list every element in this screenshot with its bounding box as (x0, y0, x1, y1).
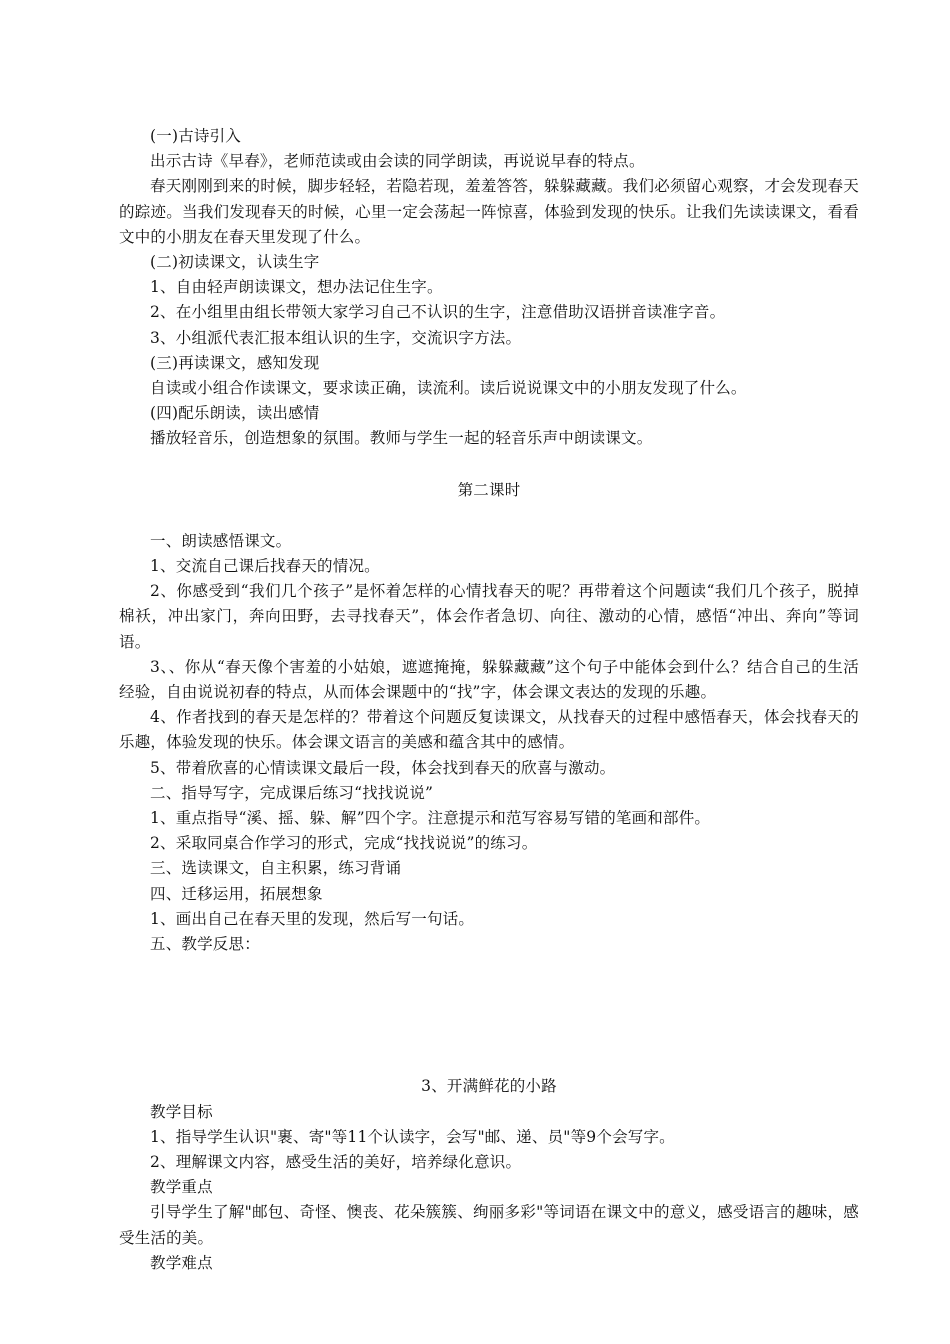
lesson-three-title: 3、开满鲜花的小路 (421, 1077, 557, 1096)
list-item: 2、你感受到“我们几个孩子”是怀着怎样的心情找春天的呢？再带着这个问题读“我们几个孩子，脱掉棉袄，冲出家门，奔向田野，去寻找春天”，体会作者急切、向往、激动的心情，感悟“冲出、奔向”等词语。 (119, 582, 859, 651)
lesson-two-title: 第二课时 (457, 480, 521, 499)
heading-teaching-goals: 教学目标 (150, 1102, 213, 1121)
heading-difficulties: 教学难点 (150, 1253, 213, 1272)
paragraph: 出示古诗《早春》，老师范读或由会读的同学朗读，再说说早春的特点。 (150, 152, 645, 171)
heading-ancient-poem-intro: (一)古诗引入 (150, 127, 241, 145)
list-item: 3、小组派代表汇报本组认识的生字，交流识字方法。 (150, 328, 522, 347)
list-item: 1、指导学生认识"裹、寄"等11个认读字，会写"邮、递、员"等9个会写字。 (150, 1127, 675, 1146)
heading-key-points: 教学重点 (150, 1178, 213, 1197)
heading-reading-comprehension: 一、朗读感悟课文。 (150, 531, 292, 550)
document-body (119, 124, 859, 1276)
list-item: 2、采取同桌合作学习的形式，完成“找找说说”的练习。 (150, 834, 538, 853)
list-item: 3、、你从“春天像个害羞的小姑娘，遮遮掩掩，躲躲藏藏”这个句子中能体会到什么？结合自己的生活经验，自由说说初春的特点，从而体会课题中的“找”字，体会课文表达的发现的乐趣。 (119, 657, 859, 702)
list-item: 1、自由轻声朗读课文，想办法记住生字。 (150, 278, 443, 297)
paragraph: 自读或小组合作读课文，要求读正确，读流利。读后说说课文中的小朋友发现了什么。 (150, 379, 747, 398)
heading-music-reading: (四)配乐朗读，读出感情 (150, 404, 320, 423)
list-item: 2、理解课文内容，感受生活的美好，培养绿化意识。 (150, 1152, 522, 1171)
heading-second-reading: (三)再读课文，感知发现 (150, 353, 320, 372)
heading-selected-reading: 三、选读课文，自主积累，练习背诵 (150, 859, 402, 878)
list-item: 5、带着欣喜的心情读课文最后一段，体会找到春天的欣喜与激动。 (150, 758, 616, 777)
list-item: 4、作者找到的春天是怎样的？带着这个问题反复读课文，从找春天的过程中感悟春天，体会找春天的乐趣，体验发现的快乐。体会课文语言的美感和蕴含其中的感情。 (119, 708, 859, 752)
paragraph: 引导学生了解"邮包、奇怪、懊丧、花朵簇簇、绚丽多彩"等词语在课文中的意义，感受语言的趣味，感受生活的美。 (119, 1203, 859, 1247)
list-item: 1、交流自己课后找春天的情况。 (150, 557, 380, 576)
paragraph: 春天刚刚到来的时候，脚步轻轻，若隐若现，羞羞答答，躲躲藏藏。我们必须留心观察，才会发现春天的踪迹。当我们发现春天的时候，心里一定会荡起一阵惊喜，体验到发现的快乐。让我们先读读课文，看看文中的小朋友在春天里发现了什么。 (119, 177, 859, 246)
paragraph: 播放轻音乐，创造想象的氛围。教师与学生一起的轻音乐声中朗读课文。 (150, 429, 653, 448)
heading-first-reading: (二)初读课文，认读生字 (150, 253, 320, 272)
heading-reflection: 五、教学反思： (150, 935, 260, 954)
heading-writing-guidance: 二、指导写字，完成课后练习“找找说说” (150, 783, 434, 802)
list-item: 1、重点指导“溪、摇、躲、解”四个字。注意提示和范写容易写错的笔画和部件。 (150, 809, 711, 828)
list-item: 1、画出自己在春天里的发现，然后写一句话。 (150, 909, 475, 928)
list-item: 2、在小组里由组长带领大家学习自己不认识的生字，注意借助汉语拼音读准字音。 (150, 303, 726, 322)
heading-transfer: 四、迁移运用，拓展想象 (150, 884, 323, 903)
